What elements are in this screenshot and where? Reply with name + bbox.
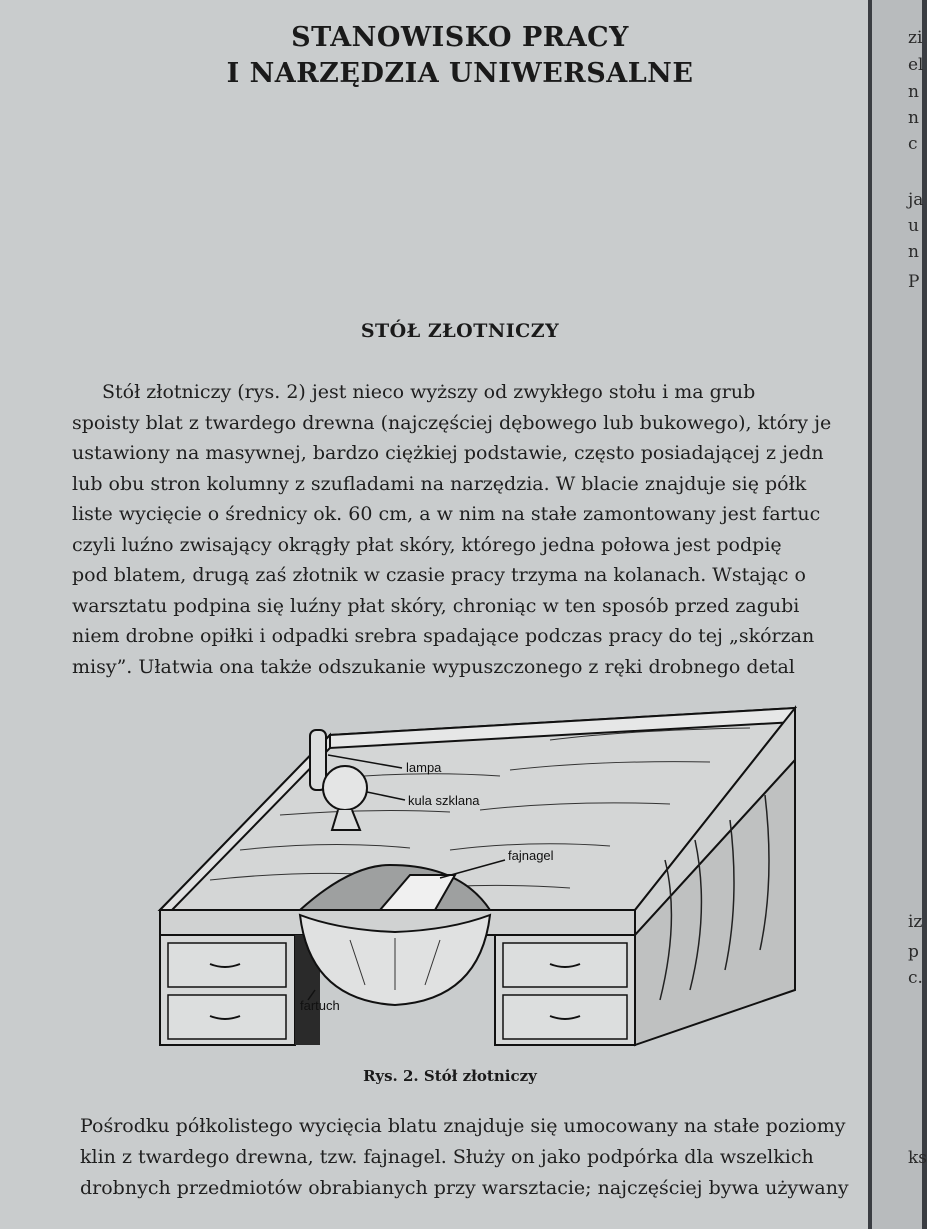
right-lower-drawer [503, 995, 627, 1039]
paragraph-1 [72, 377, 862, 682]
section-title: STÓŁ ZŁOTNICZY [360, 320, 560, 342]
text-line: warsztatu podpina się luźny płat skóry, chroniąc w ten sposób przed zagubi [72, 594, 800, 617]
text-line: niem drobne opiłki i odpadki srebra spadające podczas pracy do tej „skórzan [72, 625, 815, 647]
lamp-label: lampa [406, 760, 442, 775]
left-upper-drawer [168, 943, 286, 987]
text-line: Pośrodku półkolistego wycięcia blatu znajduje się umocowany na stałe poziomy [80, 1115, 846, 1137]
glass-ball-label: kula szklana [408, 793, 480, 808]
chapter-title-line-2: I NARZĘDZIA UNIWERSALNE [226, 58, 694, 89]
text-line: drobnych przedmiotów obrabianych przy warsztacie; najczęściej bywa używany [80, 1177, 849, 1199]
fragment: p [908, 942, 919, 962]
fragment: c [908, 134, 918, 154]
fragment: ks [908, 1148, 927, 1168]
fragment: u [908, 216, 919, 236]
right-upper-drawer [503, 943, 627, 987]
text-line: liste wycięcie o średnicy ok. 60 cm, a w nim na stałe zamontowany jest fartuc [72, 503, 821, 525]
goldsmith-bench-illustration [150, 700, 810, 1060]
adjacent-page-edge [872, 0, 927, 1229]
fragment: n [908, 242, 919, 262]
text-line: klin z twardego drewna, tzw. fajnagel. Służy on jako podpórka dla wszelkich [80, 1146, 814, 1168]
fragment: ja [908, 190, 924, 210]
paragraph-2 [80, 1111, 868, 1204]
text-line: pod blatem, drugą zaś złotnik w czasie pracy trzyma na kolanach. Wstając o [72, 564, 806, 586]
apron-label: fartuch [300, 998, 340, 1013]
bench-pin-label: fajnagel [508, 848, 554, 863]
fragment: zi [908, 28, 923, 48]
text-line: ustawiony na masywnej, bardzo ciężkiej podstawie, często posiadającej z jedn [72, 442, 824, 464]
text-line: spoisty blat z twardego drewna (najczęściej dębowego lub bukowego), który je [72, 411, 832, 434]
fragment: el [908, 55, 924, 75]
chapter-title-line-1: STANOWISKO PRACY [291, 22, 629, 53]
text-line: Stół złotniczy (rys. 2) jest nieco wyższy od zwykłego stołu i ma grub [102, 381, 756, 403]
fragment: n [908, 82, 919, 102]
fragment: c. [908, 968, 923, 988]
text-line: misy”. Ułatwia ona także odszukanie wypuszczonego z ręki drobnego detal [72, 655, 795, 678]
fragment: iz [908, 912, 923, 932]
text-line: lub obu stron kolumny z szufladami na narzędzia. W blacie znajduje się półk [72, 472, 807, 495]
fragment: n [908, 108, 919, 128]
figure-caption: Rys. 2. Stół złotniczy [363, 1067, 537, 1085]
fragment: P [908, 272, 920, 292]
glass-ball-icon [323, 766, 367, 810]
left-lower-drawer [168, 995, 286, 1039]
text-line: czyli luźno zwisający okrągły płat skóry, którego jedna połowa jest podpię [72, 533, 782, 556]
